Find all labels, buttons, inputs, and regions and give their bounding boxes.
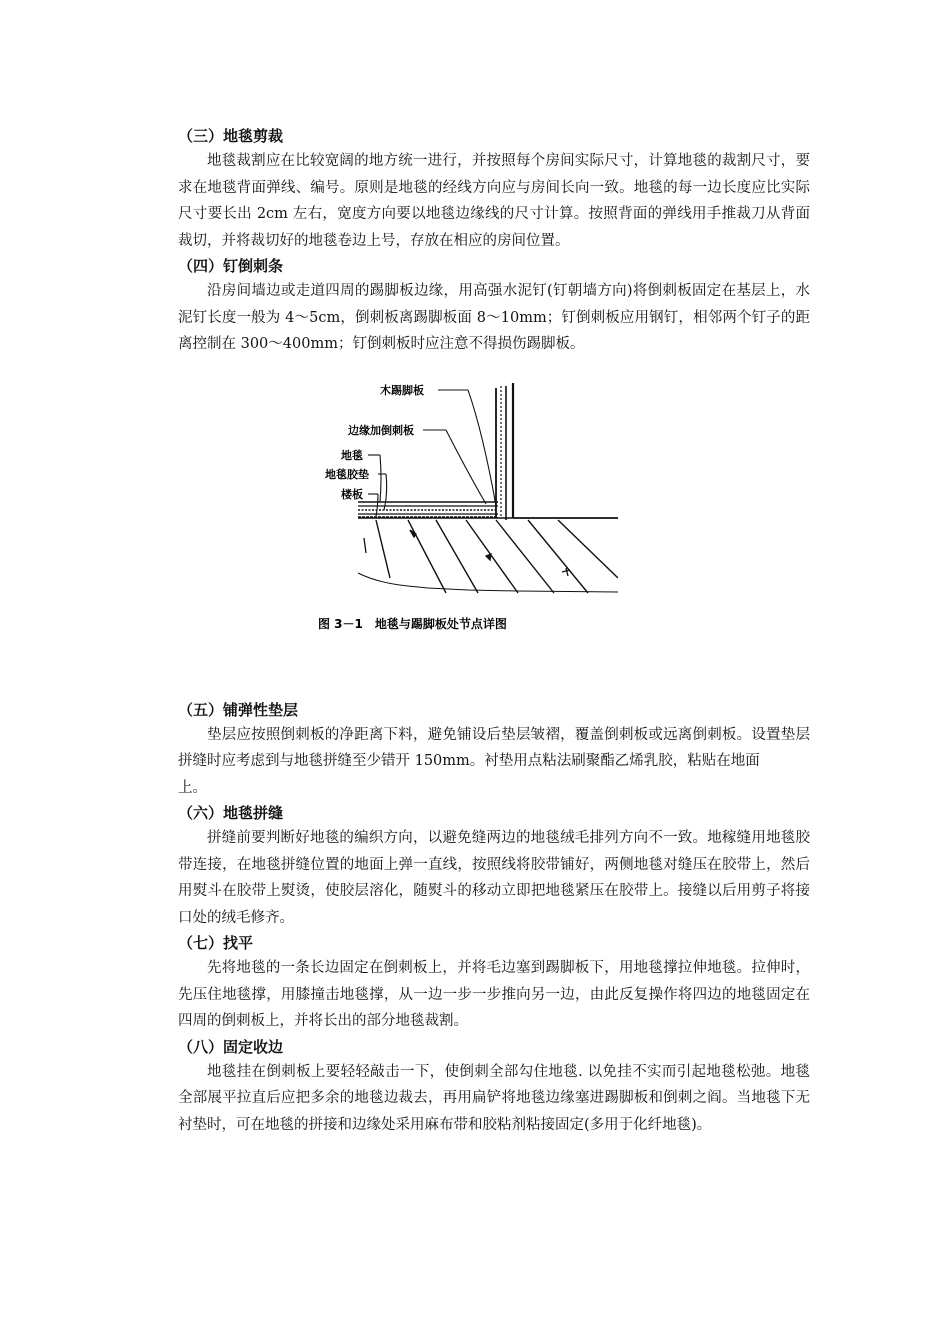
wall-and-skirting bbox=[496, 383, 618, 520]
leader-lines bbox=[368, 390, 496, 516]
section-paragraph-tail: 上。 bbox=[178, 779, 207, 796]
section-7 bbox=[178, 933, 810, 1035]
label-edge-gripper: 边缘加倒刺板 bbox=[348, 423, 414, 437]
section-heading: （四）钉倒刺条 bbox=[178, 257, 284, 275]
section-paragraph: 地毯裁割应在比较宽阔的地方统一进行，并按照每个房间实际尺寸，计算地毯的裁割尺寸，要求在地毯背面弹线、编号。原则是地毯的经线方向应与房间长向一致。地毯的每一边长度应比实际尺寸要长出 2cm 左右，宽度方向要以地毯边缘线的尺寸计算。按照背面的弹线用手推裁刀从背面裁切，并将裁切好的地毯卷边上号，存放在相应的房间位置。 bbox=[178, 153, 810, 249]
section-heading: （三）地毯剪裁 bbox=[178, 127, 284, 145]
section-paragraph: 地毯挂在倒刺板上要轻轻敲击一下，使倒刺全部勾住地毯. 以免挂不实而引起地毯松弛。地毯全部展平拉直后应把多余的地毯边裁去，再用扁铲将地毯边缘塞进踢脚板和倒刺之阎。当地毯下无衬垫时，可在地毯的拼接和边缘处采用麻布带和胶粘剂粘接固定(多用于化纤地毯)。 bbox=[178, 1063, 810, 1133]
detail-figure bbox=[178, 378, 810, 698]
section-heading: （七）找平 bbox=[178, 934, 254, 952]
section-heading: （八）固定收边 bbox=[178, 1037, 284, 1056]
label-carpet: 地毯 bbox=[341, 448, 363, 462]
section-3 bbox=[178, 126, 810, 254]
label-wooden-skirting: 木踢脚板 bbox=[380, 383, 424, 397]
slab-markings bbox=[364, 530, 570, 576]
section-8 bbox=[178, 1037, 810, 1139]
section-paragraph: 先将地毯的一条长边固定在倒刺板上，并将毛边塞到踢脚板下，用地毯撑拉伸地毯。拉伸时，先压住地毯撑，用膝撞击地毯撑，从一边一步一步推向另一边，由此反复操作将四边的地毯固定在四周的倒刺板上，并将长出的部分地毯裁割。 bbox=[178, 960, 810, 1029]
section-heading: （六）地毯拼缝 bbox=[178, 804, 284, 822]
section-heading: （五）铺弹性垫层 bbox=[178, 700, 299, 719]
figure-caption: 图 3－1 地毯与踢脚板处节点详图 bbox=[318, 616, 507, 631]
carpet-skirting-diagram bbox=[318, 378, 618, 678]
label-carpet-pad: 地毯胶垫 bbox=[325, 467, 369, 481]
section-6 bbox=[178, 803, 810, 931]
document-body bbox=[178, 124, 810, 1138]
section-paragraph: 拼缝前要判断好地毯的编织方向，以避免缝两边的地毯绒毛排列方向不一致。地稼缝用地毯胶带连接，在地毯拼缝位置的地面上弹一直线，按照线将胶带铺好，两侧地毯对缝压在胶带上，然后用熨斗在胶带上熨烫，使胶层溶化，随熨斗的移动立即把地毯紧压在胶带上。接缝以后用剪子将接口处的绒毛修齐。 bbox=[178, 830, 810, 926]
section-5 bbox=[178, 700, 810, 802]
section-4 bbox=[178, 256, 810, 358]
label-floor-slab: 楼板 bbox=[341, 487, 363, 501]
section-paragraph: 沿房间墙边或走道四周的踢脚板边缘，用高强水泥钉(钉朝墙方向)将倒刺板固定在基层上，水泥钉长度一般为 4～5cm，倒刺板离踢脚板面 8～10mm；钉倒刺板应用钢钉，相邻两个钉子的距离控制在 300～400mm；钉倒刺板时应注意不得损伤踢脚板。 bbox=[178, 283, 810, 352]
section-paragraph: 垫层应按照倒刺板的净距离下料，避免铺设后垫层皱褶，覆盖倒刺板或远离倒刺板。设置垫层拼缝时应考虑到与地毯拼缝至少错开 150mm。衬垫用点粘法刷聚酯乙烯乳胶，粘贴在地面 bbox=[178, 726, 810, 769]
carpet-layers bbox=[358, 502, 498, 517]
